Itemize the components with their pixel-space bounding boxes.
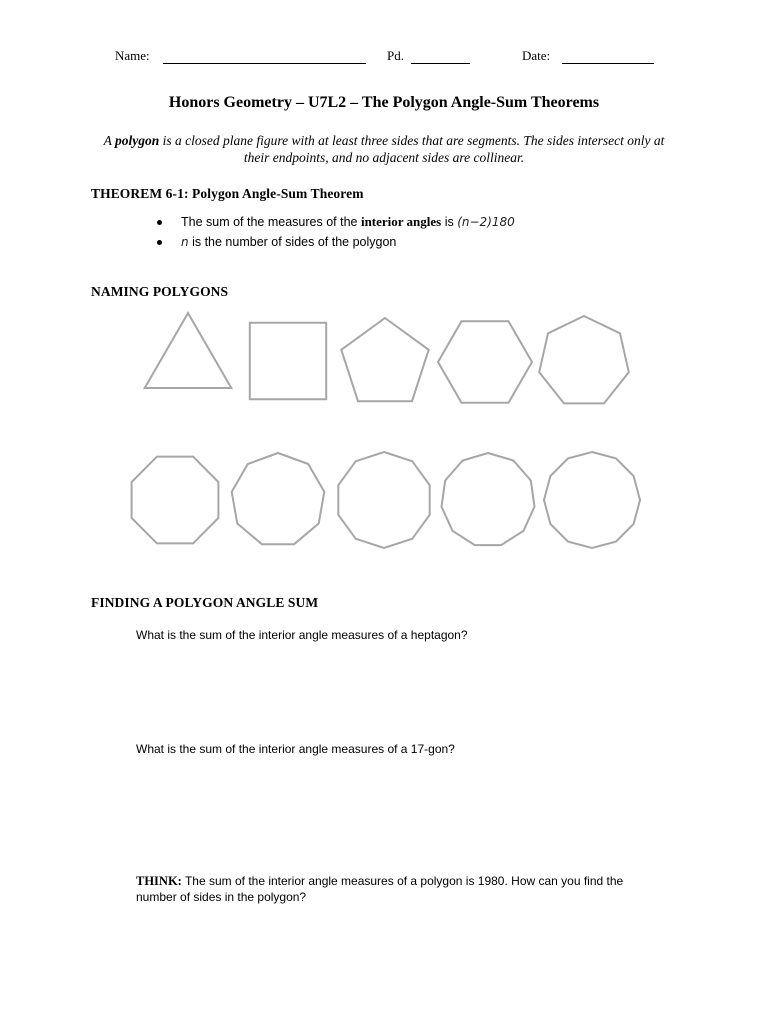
theorem-heading: THEOREM 6-1: Polygon Angle-Sum Theorem <box>91 186 364 201</box>
bullet1-bold-term: interior angles <box>360 214 442 229</box>
definition-term: polygon <box>115 133 160 148</box>
decagon-shape <box>338 452 429 548</box>
dodecagon-shape <box>544 452 640 548</box>
theorem-bullets <box>157 213 515 253</box>
definition-body: is a closed plane figure with at least three sides that are segments. The sides intersect only at their endpoints, and no adjacent sides are collinear. <box>159 133 665 165</box>
square-shape <box>250 323 326 399</box>
bullet-icon <box>157 240 162 245</box>
bullet2-text: is the number of sides of the polygon <box>188 235 397 249</box>
theorem-bullet-2 <box>157 233 515 253</box>
page-title: Honors Geometry – U7L2 – The Polygon Angle-Sum Theorems <box>168 94 600 111</box>
octagon-shape <box>132 457 219 544</box>
date-blank-line[interactable] <box>562 63 654 64</box>
hendecagon-shape <box>442 453 535 545</box>
pentagon-shape <box>341 318 428 401</box>
triangle-shape <box>145 313 232 388</box>
question-17-gon: What is the sum of the interior angle measures of a 17-gon? <box>136 742 455 756</box>
question-heptagon: What is the sum of the interior angle measures of a heptagon? <box>136 628 468 642</box>
theorem-bullet-1 <box>157 213 515 233</box>
period-blank-line[interactable] <box>411 63 470 64</box>
hexagon-shape <box>438 321 532 402</box>
finding-heading: FINDING A POLYGON ANGLE SUM <box>91 595 319 610</box>
name-blank-line[interactable] <box>163 63 366 64</box>
bullet1-prefix: The sum of the measures of the <box>181 215 361 229</box>
think-label: THINK: <box>136 874 182 888</box>
bullet1-mid: is <box>441 215 458 229</box>
nonagon-shape <box>232 453 325 544</box>
name-label: Name: <box>115 48 150 63</box>
polygon-figures <box>120 310 660 560</box>
naming-heading: NAMING POLYGONS <box>91 284 229 299</box>
header-fields <box>115 47 675 67</box>
period-label: Pd. <box>387 48 404 63</box>
think-prompt <box>136 873 664 905</box>
heptagon-shape <box>539 316 629 403</box>
bullet-icon <box>157 220 162 225</box>
think-text: The sum of the interior angle measures of a polygon is 1980. How can you find the number of sides in the polygon? <box>136 874 624 904</box>
polygon-definition <box>100 132 668 166</box>
bullet2-variable: n <box>181 235 189 249</box>
date-label: Date: <box>522 48 551 63</box>
definition-prefix: A <box>103 133 116 148</box>
bullet1-formula: (n−2)180 <box>457 215 515 229</box>
